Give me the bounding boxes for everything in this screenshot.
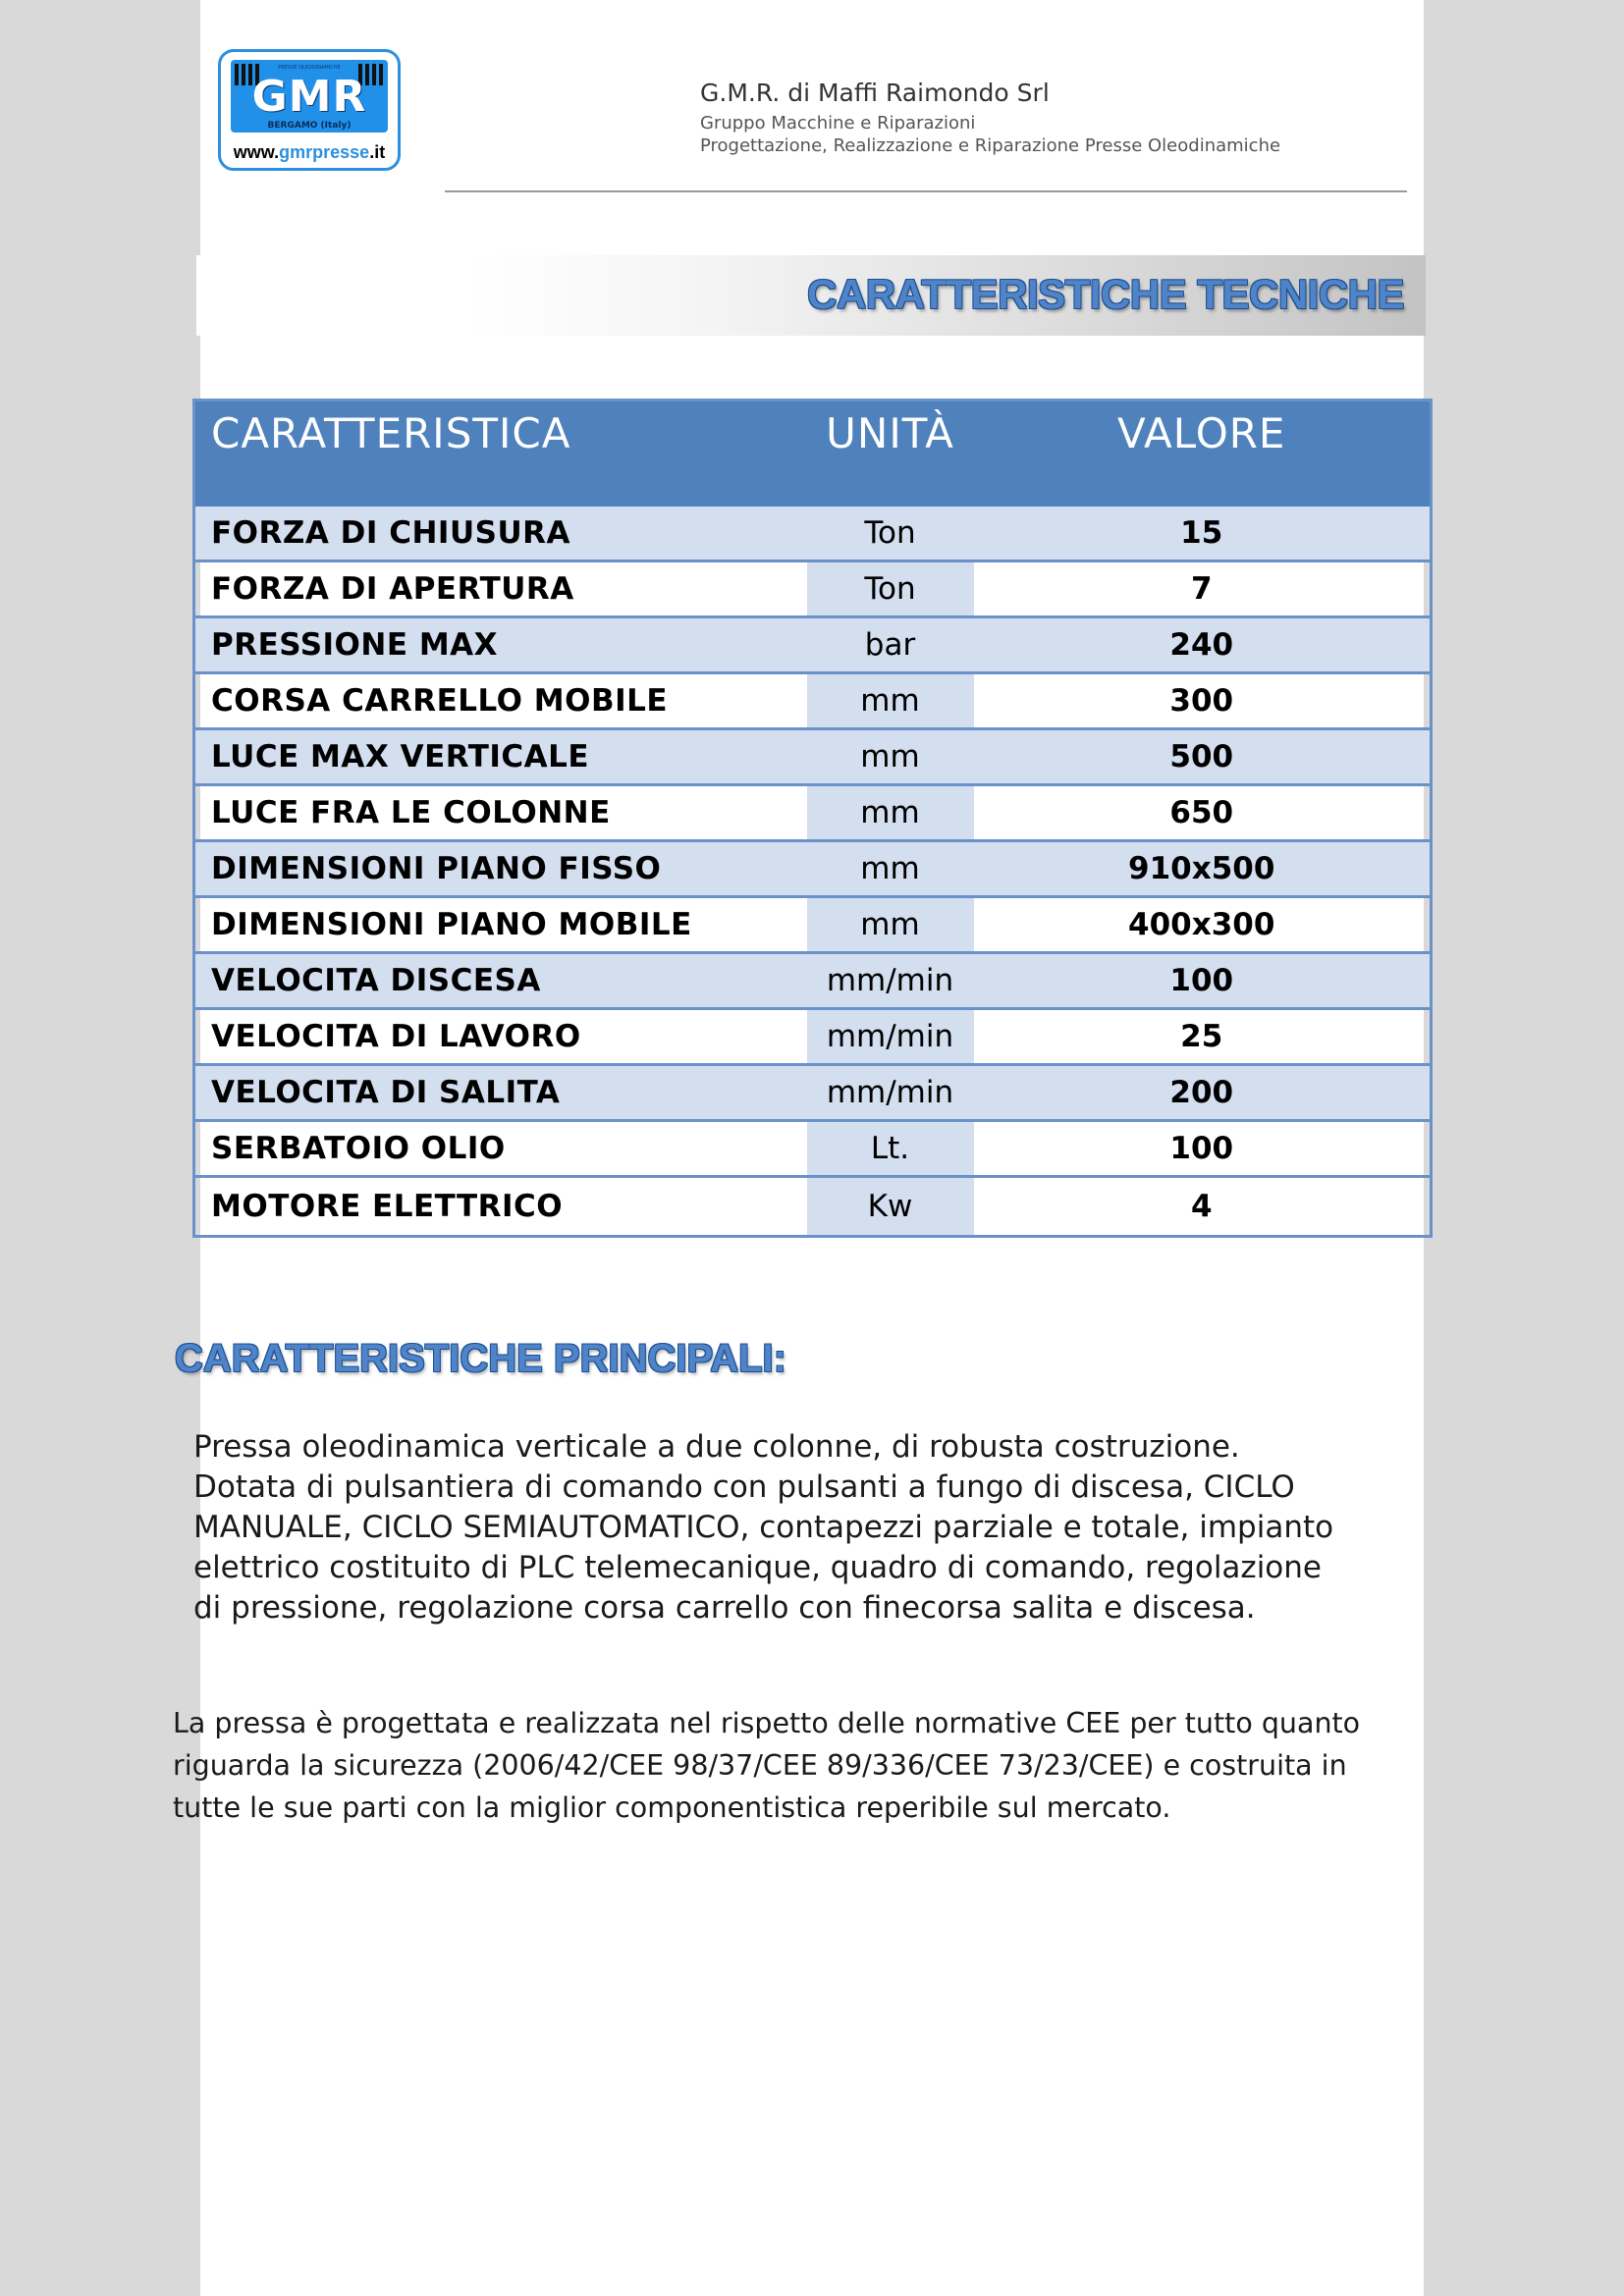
right-page-margin xyxy=(1424,0,1624,2296)
row-value: 240 xyxy=(974,617,1432,673)
table-row xyxy=(194,953,1432,1009)
company-logo xyxy=(218,49,401,171)
description-line: Pressa oleodinamica verticale a due colonne, di robusta costruzione. xyxy=(193,1429,1240,1465)
left-page-margin xyxy=(0,0,200,2296)
row-value: 400x300 xyxy=(974,897,1432,953)
row-characteristic: VELOCITA DI LAVORO xyxy=(194,1009,807,1065)
compliance-line: riguarda la sicurezza (2006/42/CEE 98/37/CEE 89/336/CEE 73/23/CEE) e costruita in xyxy=(173,1749,1347,1782)
compliance-line: La pressa è progettata e realizzata nel rispetto delle normative CEE per tutto quanto xyxy=(173,1707,1361,1739)
row-value: 200 xyxy=(974,1065,1432,1121)
row-unit: Kw xyxy=(807,1177,974,1237)
row-unit: mm xyxy=(807,673,974,729)
row-value: 300 xyxy=(974,673,1432,729)
table-row xyxy=(194,673,1432,729)
compliance-line: tutte le sue parti con la miglior componentistica reperibile sul mercato. xyxy=(173,1791,1171,1824)
table-row xyxy=(194,1009,1432,1065)
row-unit: mm xyxy=(807,841,974,897)
compliance-paragraph xyxy=(173,1702,1420,1829)
row-value: 7 xyxy=(974,561,1432,617)
row-characteristic: MOTORE ELETTRICO xyxy=(194,1177,807,1237)
row-unit: mm xyxy=(807,785,974,841)
table-row xyxy=(194,507,1432,561)
description-line: di pressione, regolazione corsa carrello con finecorsa salita e discesa. xyxy=(193,1590,1256,1626)
logo-tagline: PRESSE OLEODINAMICHE xyxy=(278,65,341,71)
company-subtitle-group: Gruppo Macchine e Riparazioni xyxy=(700,113,976,133)
spec-table xyxy=(192,399,1433,1238)
table-header-row xyxy=(194,400,1432,507)
row-characteristic: FORZA DI CHIUSURA xyxy=(194,507,807,561)
row-characteristic: VELOCITA DISCESA xyxy=(194,953,807,1009)
row-characteristic: LUCE MAX VERTICALE xyxy=(194,729,807,785)
company-name: G.M.R. di Maffi Raimondo Srl xyxy=(700,79,1050,107)
row-unit: bar xyxy=(807,617,974,673)
logo-brand: GMR xyxy=(251,72,367,122)
row-value: 15 xyxy=(974,507,1432,561)
table-row xyxy=(194,1121,1432,1177)
row-unit: mm xyxy=(807,729,974,785)
logo-badge xyxy=(231,60,388,133)
logo-city: BERGAMO (Italy) xyxy=(267,121,352,131)
column-header-characteristic: CARATTERISTICA xyxy=(194,400,807,507)
column-header-unit: UNITÀ xyxy=(807,400,974,507)
description-line: Dotata di pulsantiera di comando con pulsanti a fungo di discesa, CICLO xyxy=(193,1469,1295,1505)
banner-title: CARATTERISTICHE TECNICHE xyxy=(807,271,1404,317)
row-characteristic: SERBATOIO OLIO xyxy=(194,1121,807,1177)
column-header-value: VALORE xyxy=(974,400,1432,507)
logo-url: www.gmrpresse.it xyxy=(233,142,386,162)
row-unit: Ton xyxy=(807,507,974,561)
section-banner xyxy=(196,255,1426,336)
table-row xyxy=(194,897,1432,953)
row-characteristic: DIMENSIONI PIANO FISSO xyxy=(194,841,807,897)
table-row xyxy=(194,1177,1432,1237)
row-unit: mm/min xyxy=(807,1065,974,1121)
table-row xyxy=(194,841,1432,897)
row-characteristic: VELOCITA DI SALITA xyxy=(194,1065,807,1121)
row-unit: Ton xyxy=(807,561,974,617)
row-unit: mm/min xyxy=(807,953,974,1009)
row-value: 910x500 xyxy=(974,841,1432,897)
description-line: MANUALE, CICLO SEMIAUTOMATICO, contapezzi parziale e totale, impianto xyxy=(193,1510,1334,1545)
principal-features-title: CARATTERISTICHE PRINCIPALI: xyxy=(175,1337,786,1380)
row-value: 25 xyxy=(974,1009,1432,1065)
row-unit: mm xyxy=(807,897,974,953)
row-characteristic: DIMENSIONI PIANO MOBILE xyxy=(194,897,807,953)
company-subtitle-services: Progettazione, Realizzazione e Riparazione Presse Oleodinamiche xyxy=(700,135,1281,156)
description-paragraph xyxy=(193,1427,1411,1629)
row-value: 500 xyxy=(974,729,1432,785)
row-characteristic: FORZA DI APERTURA xyxy=(194,561,807,617)
row-characteristic: CORSA CARRELLO MOBILE xyxy=(194,673,807,729)
row-characteristic: PRESSIONE MAX xyxy=(194,617,807,673)
row-value: 100 xyxy=(974,1121,1432,1177)
row-value: 4 xyxy=(974,1177,1432,1237)
header-divider xyxy=(445,190,1407,192)
row-unit: Lt. xyxy=(807,1121,974,1177)
table-row xyxy=(194,617,1432,673)
row-unit: mm/min xyxy=(807,1009,974,1065)
table-row xyxy=(194,729,1432,785)
table-row xyxy=(194,1065,1432,1121)
row-value: 100 xyxy=(974,953,1432,1009)
table-row xyxy=(194,561,1432,617)
description-line: elettrico costituito di PLC telemecanique, quadro di comando, regolazione xyxy=(193,1550,1322,1585)
row-characteristic: LUCE FRA LE COLONNE xyxy=(194,785,807,841)
row-value: 650 xyxy=(974,785,1432,841)
table-row xyxy=(194,785,1432,841)
